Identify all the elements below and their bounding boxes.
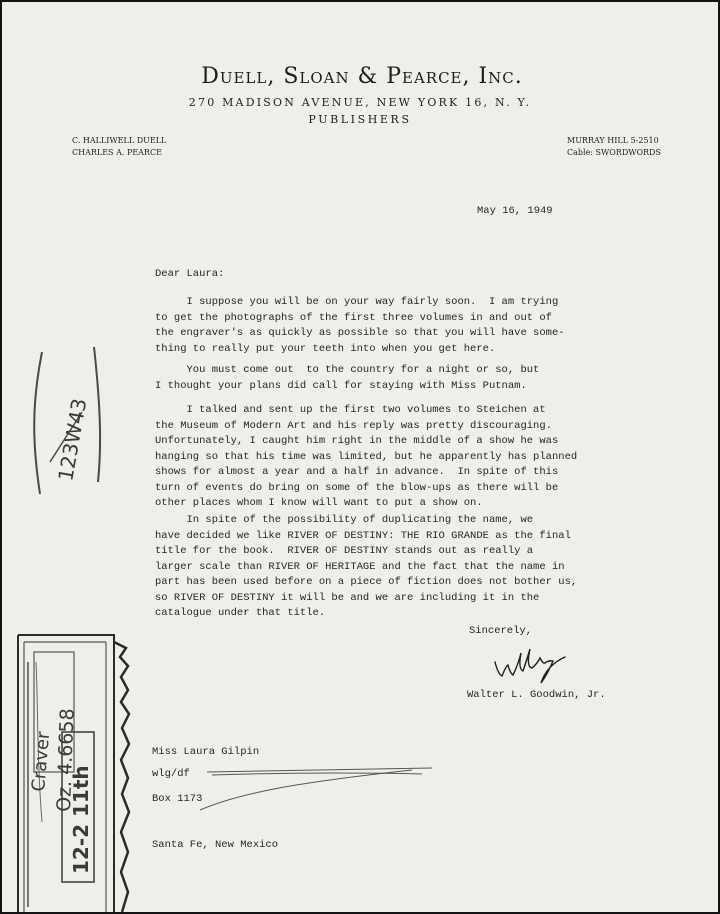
recipient-line: Miss Laura Gilpin	[152, 746, 260, 758]
letterhead-tagline: PUBLISHERS	[308, 113, 412, 126]
recipient-line: Santa Fe, New Mexico	[152, 839, 279, 851]
recipient-address	[152, 714, 278, 885]
body-paragraph: I suppose you will be on your way fairly soon. I am trying to get the photographs of the first three volumes in and out of the engraver's as quickly as possible so that you will have some- thing to really put your teeth into when you get here.	[155, 296, 565, 355]
letterhead-contact	[567, 135, 661, 159]
body-paragraph: You must come out to the country for a night or so, but I thought your plans did call for staying with Miss Putnam.	[155, 364, 540, 392]
signature	[495, 649, 565, 683]
margin-note	[34, 347, 100, 494]
salutation: Dear Laura:	[155, 268, 225, 280]
partner-name: C. HALLIWELL DUELL	[72, 136, 167, 145]
letterhead-company: Duell, Sloan & Pearce, Inc.	[201, 64, 523, 89]
body-paragraph: In spite of the possibility of duplicating the name, we have decided we like RIVER OF DESTINY: THE RIO GRANDE as the final title for the book. RIVER OF DESTINY stands out as really a larger scale than RIVER OF HERITAGE and the fact that the name in part has been used before on a piece of fiction does not bother us, so RIVER OF DESTINY it will be and we are including it in the catalogue under that title.	[155, 514, 578, 619]
closing: Sincerely,	[469, 625, 533, 637]
stamp-line: Craver	[28, 730, 55, 793]
contact-phone: MURRAY HILL 5-2510	[567, 136, 659, 145]
contact-cable: Cable: SWORDWORDS	[567, 148, 661, 157]
archival-stamp-text	[28, 708, 93, 874]
body-paragraph: I talked and sent up the first two volumes to Steichen at the Museum of Modern Art and his reply was pretty discouraging. Unfortunately, I caught him right in the middle of a show he was hanging so that his time was limited, but he apparently has planned shows for almost a year and a half in advance. In spite of this turn of events do bring on some of the blow-ups as there will be other places whom I know will want to put a show on.	[155, 404, 578, 509]
typist-initials: wlg/df	[152, 768, 190, 780]
archival-stamp	[18, 635, 129, 912]
margin-note-text: 123W43	[53, 396, 92, 483]
letterhead-address: 270 MADISON AVENUE, NEW YORK 16, N. Y.	[188, 96, 532, 109]
signer-name: Walter L. Goodwin, Jr.	[467, 689, 606, 701]
recipient-line: Box 1173	[152, 792, 203, 805]
stamp-line: 12-2 11th	[69, 765, 93, 874]
letter-date: May 16, 1949	[477, 205, 553, 217]
partner-name: CHARLES A. PEARCE	[72, 148, 162, 157]
letter-page	[2, 2, 718, 912]
stamp-line: Oz. 4.6658	[53, 707, 79, 813]
letterhead-partners	[72, 135, 166, 159]
